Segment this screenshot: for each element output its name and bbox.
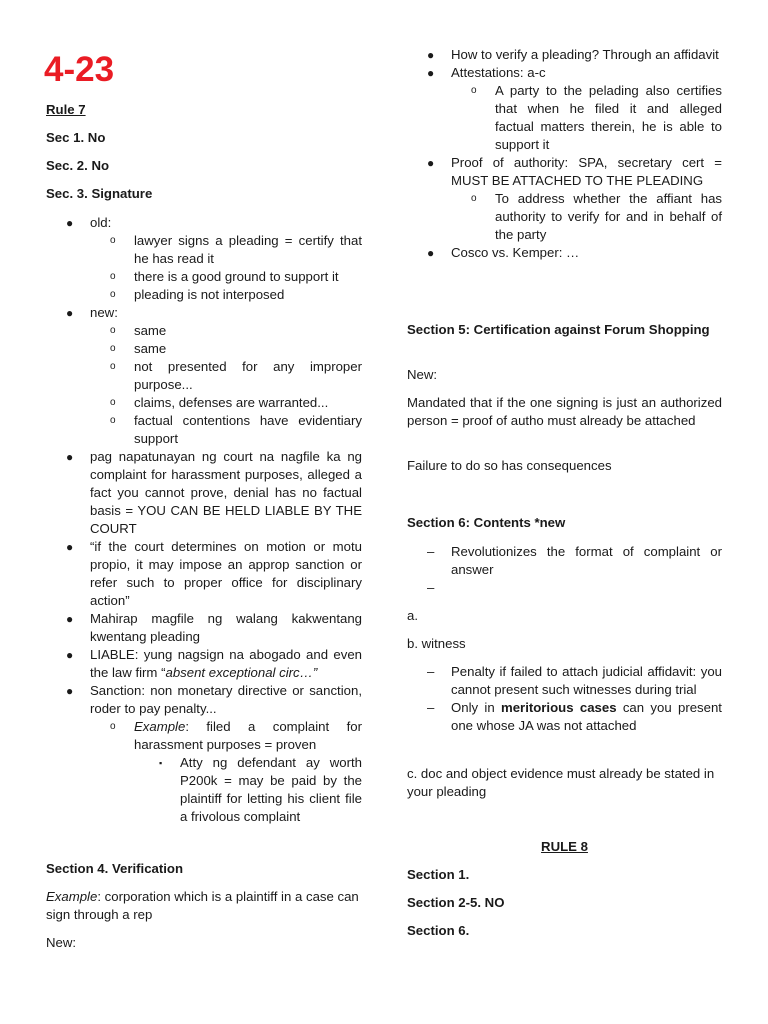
list-item: o same xyxy=(110,323,167,338)
list-item: ● How to verify a pleading? Through an affidavit xyxy=(427,47,719,62)
list-item: ▪ Atty ng defendant ay worth P200k = may be paid by the plaintiff for letting his client file a frivolous complaint xyxy=(159,755,362,824)
sec4-example: Example: corporation which is a plaintiff in a case can sign through a rep xyxy=(46,889,359,922)
list-item: – Revolutionizes the format of complaint or answer xyxy=(427,544,722,577)
list-item: ● pag napatunayan ng court na nagfile ka ng complaint for harassment purposes, alleged a fact you cannot prove, denial has no factual basis = YOU CAN BE HELD LIABLE BY THE COURT xyxy=(66,449,362,536)
sec4-heading: Section 4. Verification xyxy=(46,861,184,876)
list-item: o A party to the pelading also certifies that when he filed it and alleged factual matters therein, he is able to support it xyxy=(471,83,722,152)
rule7-heading: Rule 7 xyxy=(46,102,86,117)
witness-dash-list xyxy=(427,663,722,735)
failure-text: Failure to do so has consequences xyxy=(407,458,612,473)
list-item: ● Attestations: a-c xyxy=(427,65,546,80)
rule8-sec1: Section 1. xyxy=(407,867,470,882)
list-item: o there is a good ground to support it xyxy=(110,269,339,284)
sec3-heading: Sec. 3. Signature xyxy=(46,186,153,201)
list-item: – Only in meritorious cases can you present one whose JA was not attached xyxy=(427,700,722,733)
list-item: ● Sanction: non monetary directive or sanction, roder to pay penalty... xyxy=(66,683,362,716)
sec1-heading: Sec 1. No xyxy=(46,130,106,145)
list-item: ● new: xyxy=(66,305,118,320)
list-item: ● “if the court determines on motion or motu propio, it may impose an approp sanction or refer such to proper office for disciplinary action” xyxy=(66,539,362,608)
rule8-heading: RULE 8 xyxy=(541,839,588,854)
item-c: c. doc and object evidence must already be stated in your pleading xyxy=(407,766,715,799)
rule8-sec6: Section 6. xyxy=(407,923,470,938)
list-item: o same xyxy=(110,341,167,356)
list-item: ● Mahirap magfile ng walang kakwentang kwentang pleading xyxy=(66,611,362,644)
sec4-list xyxy=(427,46,722,262)
sec5-new: New: xyxy=(407,367,438,382)
list-item: o Example: filed a complaint for harassment purposes = proven xyxy=(110,719,362,752)
list-item: o not presented for any improper purpose... xyxy=(110,359,362,392)
sec6-dash-list xyxy=(427,543,722,597)
list-item: – Penalty if failed to attach judicial affidavit: you cannot present such witnesses during trial xyxy=(427,664,722,697)
sec3-list xyxy=(66,214,362,826)
sec6-heading: Section 6: Contents *new xyxy=(407,515,566,530)
mandated-text: Mandated that if the one signing is just an authorized person = proof of autho must already be attached xyxy=(407,395,722,428)
list-item: o factual contentions have evidentiary support xyxy=(110,413,362,446)
list-item: ● Proof of authority: SPA, secretary cert = MUST BE ATTACHED TO THE PLEADING xyxy=(427,155,722,188)
list-item: – xyxy=(427,580,435,595)
page-title: 4-23 xyxy=(44,50,115,89)
sec4-new: New: xyxy=(46,935,77,950)
sec5-heading: Section 5: Certification against Forum Shopping xyxy=(407,322,710,337)
sec2-heading: Sec. 2. No xyxy=(46,158,110,173)
list-item: ● old: xyxy=(66,215,112,230)
list-item: o claims, defenses are warranted... xyxy=(110,395,329,410)
list-item: ● Cosco vs. Kemper: … xyxy=(427,245,580,260)
rule8-sec2-5: Section 2-5. NO xyxy=(407,895,505,910)
item-a: a. xyxy=(407,608,418,623)
list-item: o pleading is not interposed xyxy=(110,287,285,302)
list-item: ● LIABLE: yung nagsign na abogado and even the law firm “absent exceptional circ…” xyxy=(66,647,362,680)
list-item: o lawyer signs a pleading = certify that he has read it xyxy=(110,233,362,266)
item-b: b. witness xyxy=(407,636,466,651)
list-item: o To address whether the affiant has authority to verify for and in behalf of the party xyxy=(471,191,722,242)
